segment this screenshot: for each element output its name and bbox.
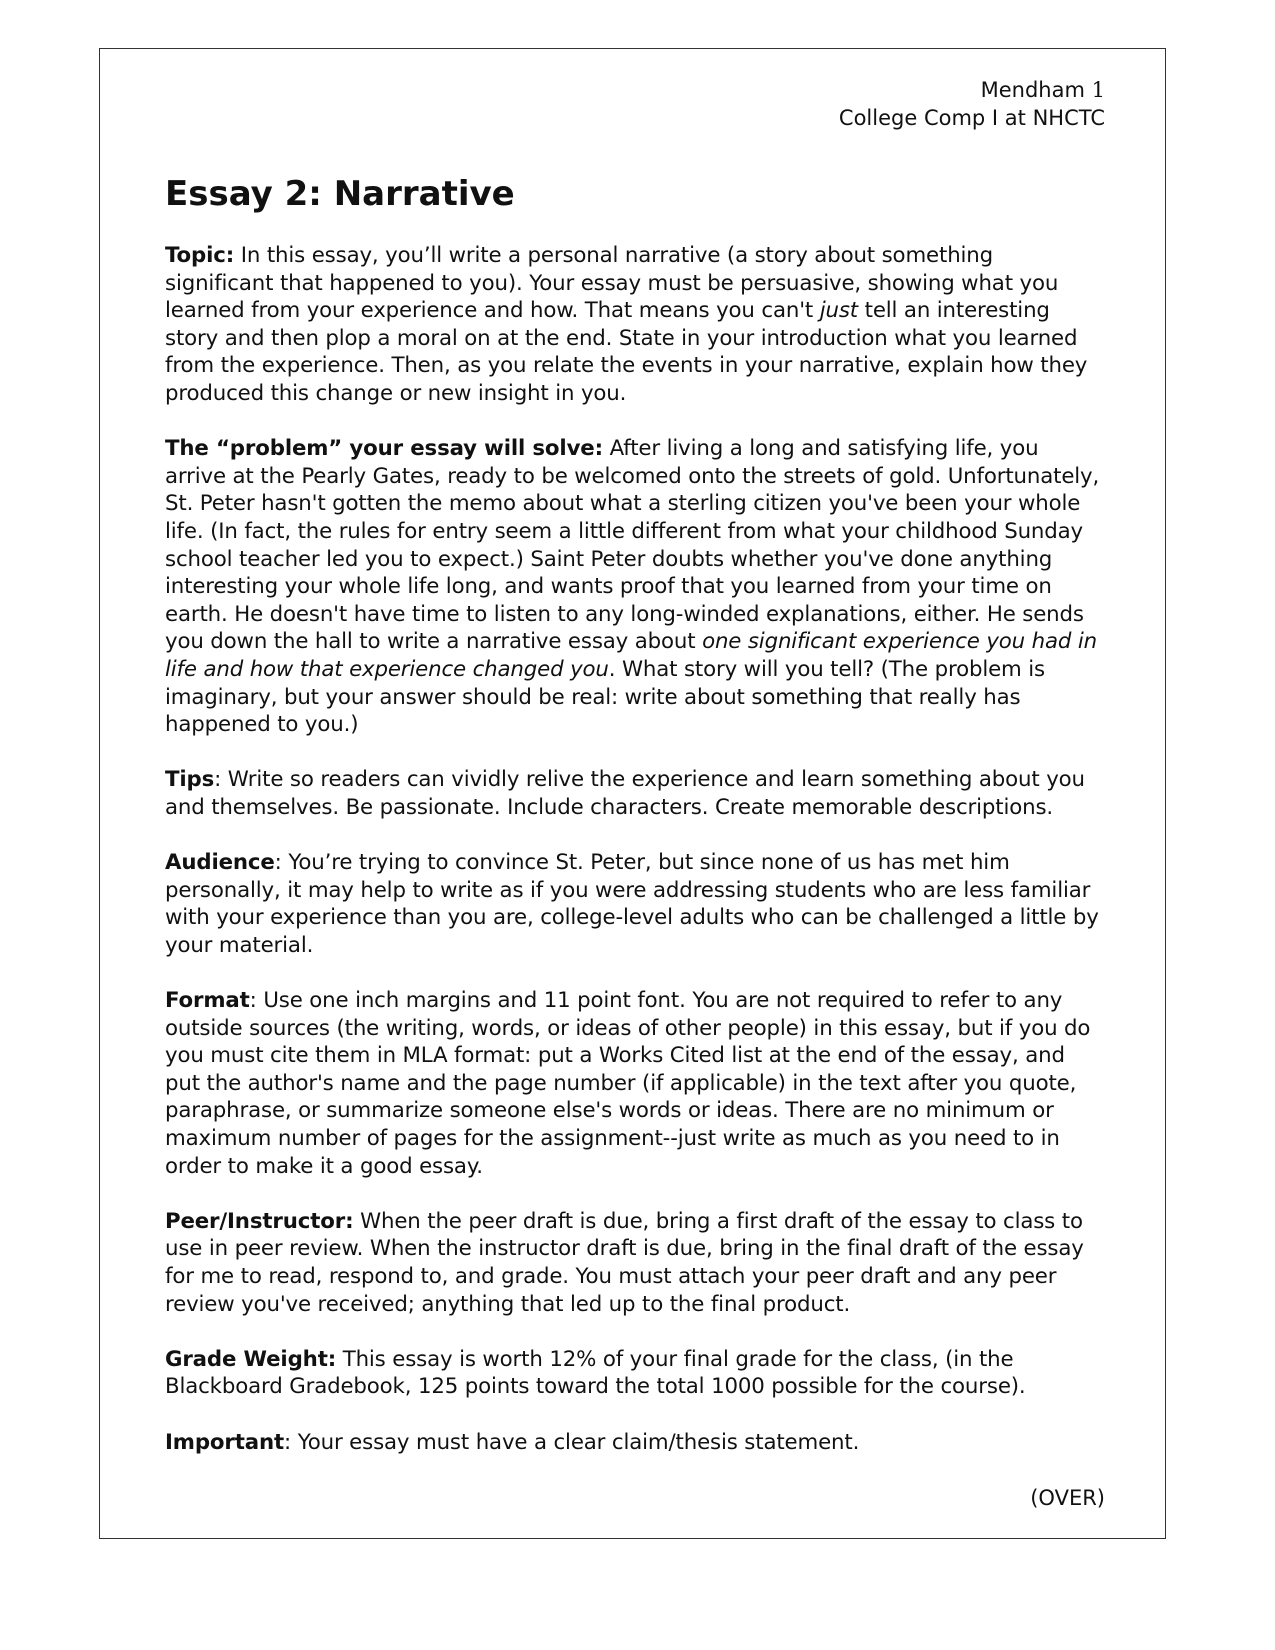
problem-paragraph	[165, 435, 1105, 739]
peer-instructor-paragraph	[165, 1208, 1105, 1318]
document-body	[165, 76, 1105, 1512]
grade-weight-label: Grade Weight:	[165, 1346, 337, 1372]
page-title: Essay 2: Narrative	[165, 174, 515, 214]
audience-text: : You’re trying to convince St. Peter, but since none of us has met him personally, it may help to write as if you were addressing students who are less familiar with your experience than you are, college-level adults who can be challenged a little by your material.	[165, 850, 1099, 958]
topic-emphasis: just	[819, 298, 858, 324]
problem-emphasis: one significant experience you had in life and how that experience changed you	[165, 629, 1097, 682]
tips-paragraph	[165, 766, 1105, 821]
format-paragraph	[165, 987, 1105, 1180]
author-name: Mendham	[980, 78, 1085, 102]
format-text: : Use one inch margins and 11 point font. You are not required to refer to any outside sources (the writing, words, or ideas of other people) in this essay, but if you do you must cite them in MLA format: put a Works Cited list at the end of the essay, and put the author's name and the page number (if applicable) in the text after you quote, paraphrase, or summarize someone else's words or ideas. There are no minimum or maximum number of pages for the assignment--just write as much as you need to in order to make it a good essay.	[165, 988, 1091, 1179]
topic-label: Topic:	[165, 243, 235, 268]
running-header	[165, 76, 1105, 132]
audience-paragraph	[165, 849, 1105, 959]
author-page-line	[165, 76, 1105, 104]
topic-paragraph	[165, 242, 1105, 408]
tips-text: : Write so readers can vividly relive the experience and learn something about you and themselves. Be passionate. Include characters. Create memorable descriptions.	[165, 767, 1085, 820]
format-label: Format	[165, 988, 250, 1014]
grade-weight-text: This essay is worth 12% of your final grade for the class, (in the Blackboard Gradebook, 125 points toward the total 1000 possible for the course).	[165, 1346, 1026, 1400]
over-indicator: (OVER)	[1030, 1485, 1105, 1510]
page-number: 1	[1091, 78, 1105, 102]
peer-instructor-label: Peer/Instructor:	[165, 1208, 354, 1234]
important-text: : Your essay must have a clear claim/thesis statement.	[284, 1429, 860, 1455]
peer-instructor-text: When the peer draft is due, bring a first draft of the essay to class to use in peer review. When the instructor draft is due, bring in the final draft of the essay for me to read, respond to, and grade. You must attach your peer draft and any peer review you've received; anything that led up to the final product.	[165, 1208, 1084, 1317]
problem-label: The “problem” your essay will solve:	[165, 436, 603, 462]
audience-label: Audience	[165, 850, 275, 876]
topic-text-b: tell an interesting story and then plop a moral on at the end. State in your introduction what you learned from the experience. Then, as you relate the events in your narrative, explain how they produced this change or new insight in you.	[165, 298, 1088, 406]
important-label: Important	[165, 1429, 285, 1455]
topic-text-a: In this essay, you’ll write a personal narrative (a story about something significant that happened to you). Your essay must be persuasive, showing what you learned from your experience and how. That means you can't	[165, 243, 1059, 324]
course-line: College Comp I at NHCTC	[838, 106, 1105, 130]
problem-text-a: After living a long and satisfying life, you arrive at the Pearly Gates, ready to be welcomed onto the streets of gold. Unfortunately, St. Peter hasn't gotten the memo about what a sterling citizen you've been your whole life. (In fact, the rules for entry seem a little different from what your childhood Sunday school teacher led you to expect.) Saint Peter doubts whether you've done anything interesting your whole life long, and wants proof that you learned from your time on earth. He doesn't have time to listen to any long-winded explanations, either. He sends you down the hall to write a narrative essay about	[165, 436, 1100, 655]
problem-text-b: . What story will you tell? (The problem is imaginary, but your answer should be real: write about something that really has happened to you.)	[165, 656, 1045, 738]
important-paragraph	[165, 1429, 1105, 1457]
grade-weight-paragraph	[165, 1346, 1105, 1401]
tips-label: Tips	[165, 767, 215, 793]
